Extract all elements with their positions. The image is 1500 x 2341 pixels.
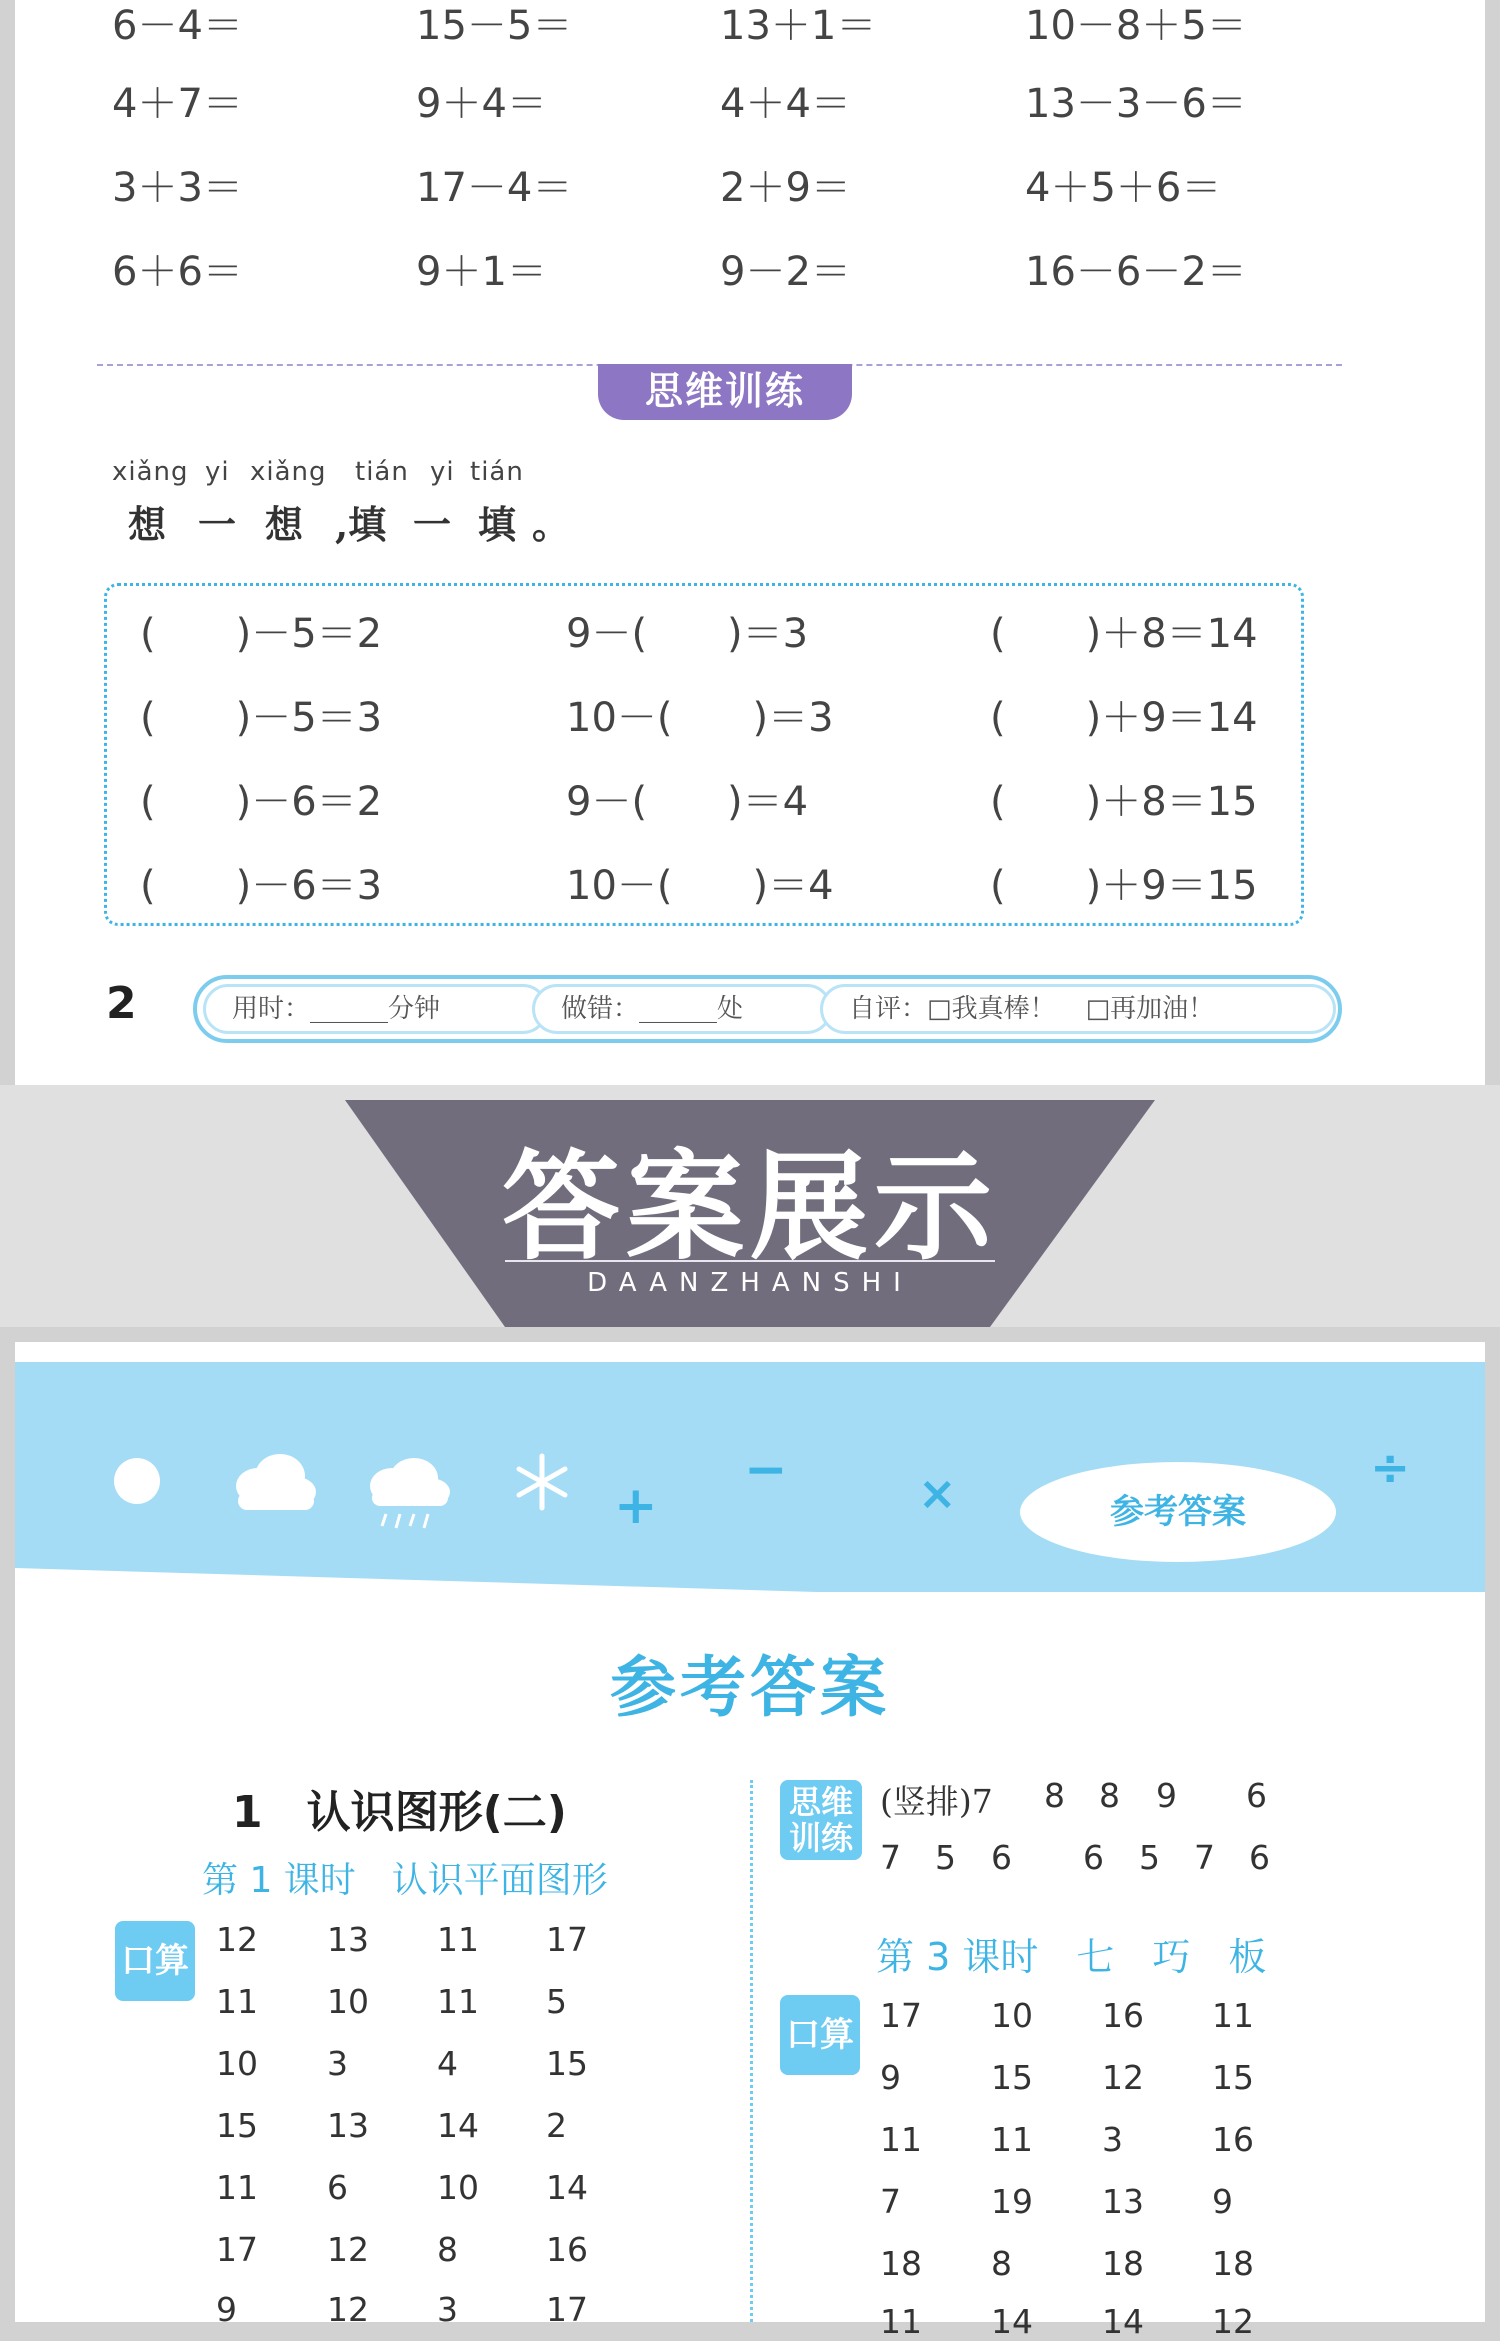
- answer-cell: 17: [216, 2230, 258, 2269]
- answer-cell: 8: [991, 2244, 1012, 2283]
- equation: 13＋1＝: [720, 3, 877, 49]
- answer-cell: 17: [546, 1920, 588, 1959]
- lesson-title-3: 第 3 课时 七 巧 板: [876, 1935, 1267, 1979]
- answer-cell: 10: [437, 2168, 479, 2207]
- answer-cell: 3: [1102, 2120, 1123, 2159]
- header-answer-pill: 参考答案: [1020, 1462, 1336, 1562]
- equation: 17－4＝: [416, 165, 573, 211]
- answer-cell: 8: [1044, 1776, 1065, 1815]
- pinyin: xiǎng: [112, 457, 189, 487]
- answer-cell: 6: [1246, 1776, 1267, 1815]
- pinyin: yi: [205, 457, 230, 487]
- fill-equation[interactable]: ( )＋8＝15: [990, 779, 1258, 825]
- hanzi: ,填: [335, 502, 387, 547]
- hanzi: 一: [198, 502, 237, 547]
- answer-cell: 16: [546, 2230, 588, 2269]
- answer-cell: 17: [880, 1996, 922, 2035]
- equation: 4＋5＋6＝: [1025, 165, 1222, 211]
- equation: 2＋9＝: [720, 165, 851, 211]
- banner-title: 答案展示: [501, 1138, 998, 1276]
- answer-cell: 13: [327, 2106, 369, 2145]
- equation: 6－4＝: [112, 3, 243, 49]
- answer-cell: 8: [437, 2230, 458, 2269]
- hanzi: 。: [532, 502, 571, 547]
- self-evaluation: [820, 984, 1336, 1034]
- answer-cell: 9: [1156, 1776, 1177, 1815]
- answer-cell: 10: [991, 1996, 1033, 2035]
- fill-equation[interactable]: 9－( )＝4: [566, 779, 809, 825]
- answer-cell: 12: [1212, 2302, 1254, 2341]
- answer-cell: 10: [327, 1982, 369, 2021]
- time-field[interactable]: 用时：______分钟: [203, 984, 548, 1034]
- answer-cell: 15: [216, 2106, 258, 2145]
- thinking-badge: 思维训练: [780, 1780, 862, 1860]
- minus-icon: −: [744, 1440, 788, 1500]
- equation: 13－3－6＝: [1025, 81, 1247, 127]
- answer-cell: 14: [1102, 2302, 1144, 2341]
- rain-cloud-icon: [362, 1456, 454, 1536]
- pinyin: xiǎng: [250, 457, 327, 487]
- answer-cell: 6: [1083, 1838, 1104, 1877]
- fill-equation[interactable]: ( )－6＝3: [140, 863, 383, 909]
- page-number: 2: [106, 978, 137, 1029]
- self-eval-label: 自评：: [849, 994, 928, 1024]
- equation: 4＋4＝: [720, 81, 851, 127]
- answer-cell: 12: [327, 2290, 369, 2329]
- equation: 6＋6＝: [112, 249, 243, 295]
- lesson-title: 第 1 课时 认识平面图形: [202, 1860, 608, 1901]
- answer-cell: 11: [437, 1982, 479, 2021]
- answer-cell: 15: [991, 2058, 1033, 2097]
- answer-cell: 11: [216, 1982, 258, 2021]
- hanzi: 一: [413, 502, 452, 547]
- fill-equation[interactable]: ( )＋8＝14: [990, 611, 1258, 657]
- equation: 9－2＝: [720, 249, 851, 295]
- answer-cell: (竖排)7: [880, 1782, 993, 1821]
- answer-cell: 15: [546, 2044, 588, 2083]
- pinyin: tián: [470, 457, 524, 487]
- answer-cell: 5: [1139, 1838, 1160, 1877]
- answer-cell: 19: [991, 2182, 1033, 2221]
- hanzi: 想: [265, 502, 304, 547]
- answer-cell: 6: [991, 1838, 1012, 1877]
- banner-subtitle: DAANZHANSHI: [587, 1268, 913, 1298]
- answer-cell: 5: [546, 1982, 567, 2021]
- answer-cell: 16: [1102, 1996, 1144, 2035]
- answer-cell: 3: [437, 2290, 458, 2329]
- answer-cell: 6: [327, 2168, 348, 2207]
- answer-cell: 11: [1212, 1996, 1254, 2035]
- answer-cell: 7: [1194, 1838, 1215, 1877]
- answer-cell: 7: [880, 2182, 901, 2221]
- hanzi: 想: [128, 502, 167, 547]
- unit-title: 1 认识图形(二): [232, 1787, 567, 1838]
- answer-cell: 11: [216, 2168, 258, 2207]
- answer-cell: 6: [1249, 1838, 1270, 1877]
- answer-cell: 18: [1212, 2244, 1254, 2283]
- answer-cell: 17: [546, 2290, 588, 2329]
- answer-cell: 8: [1099, 1776, 1120, 1815]
- cloud-icon: [228, 1448, 320, 1514]
- answer-cell: 13: [1102, 2182, 1144, 2221]
- answer-cell: 11: [880, 2302, 922, 2341]
- fill-equation[interactable]: ( )－5＝2: [140, 611, 383, 657]
- equation: 4＋7＝: [112, 81, 243, 127]
- answer-cell: 7: [880, 1838, 901, 1877]
- answer-cell: 12: [216, 1920, 258, 1959]
- mental-math-badge: 口算: [115, 1921, 195, 2001]
- mental-math-badge: 口算: [780, 1995, 860, 2075]
- answer-cell: 5: [935, 1838, 956, 1877]
- fill-equation[interactable]: ( )＋9＝15: [990, 863, 1258, 909]
- answer-cell: 11: [880, 2120, 922, 2159]
- answer-cell: 4: [437, 2044, 458, 2083]
- answer-cell: 14: [437, 2106, 479, 2145]
- answer-cell: 15: [1212, 2058, 1254, 2097]
- equation: 15－5＝: [416, 3, 573, 49]
- hanzi: 填: [478, 502, 517, 547]
- evaluation-bar: [193, 975, 1342, 1043]
- answer-cell: 16: [1212, 2120, 1254, 2159]
- answer-cell: 18: [880, 2244, 922, 2283]
- answer-cell: 9: [880, 2058, 901, 2097]
- fill-equation[interactable]: ( )－5＝3: [140, 695, 383, 741]
- errors-field[interactable]: 做错：______处: [532, 984, 832, 1034]
- fill-equation[interactable]: 10－( )＝3: [566, 695, 834, 741]
- section-tab-thinking: 思维训练: [598, 364, 852, 420]
- answer-cell: 9: [1212, 2182, 1233, 2221]
- answer-cell: 2: [546, 2106, 567, 2145]
- sun-icon: [112, 1456, 162, 1506]
- equation: 16－6－2＝: [1025, 249, 1247, 295]
- equation: 9＋1＝: [416, 249, 547, 295]
- pinyin: tián: [355, 457, 409, 487]
- answer-cell: 14: [546, 2168, 588, 2207]
- option-try-more-checkbox[interactable]: □再加油！: [1085, 994, 1215, 1024]
- equation: 3＋3＝: [112, 165, 243, 211]
- answer-cell: 13: [327, 1920, 369, 1959]
- answer-cell: 11: [437, 1920, 479, 1959]
- answer-cell: 12: [327, 2230, 369, 2269]
- answer-cell: 3: [327, 2044, 348, 2083]
- answer-cell: 9: [216, 2290, 237, 2329]
- answer-cell: 12: [1102, 2058, 1144, 2097]
- answer-cell: 14: [991, 2302, 1033, 2341]
- times-icon: ×: [918, 1466, 957, 1520]
- answers-page-title: 参考答案: [610, 1649, 890, 1726]
- fill-equation[interactable]: ( )－6＝2: [140, 779, 383, 825]
- option-great-checkbox[interactable]: □我真棒！: [927, 994, 1056, 1024]
- column-divider: [750, 1780, 753, 2322]
- snowflake-icon: [512, 1452, 572, 1512]
- fill-equation[interactable]: ( )＋9＝14: [990, 695, 1258, 741]
- answer-cell: 10: [216, 2044, 258, 2083]
- equation: 9＋4＝: [416, 81, 547, 127]
- answer-cell: 18: [1102, 2244, 1144, 2283]
- equation: 10－8＋5＝: [1025, 3, 1247, 49]
- pinyin: yi: [430, 457, 455, 487]
- plus-icon: +: [614, 1476, 658, 1536]
- answer-cell: 11: [991, 2120, 1033, 2159]
- fill-equation[interactable]: 10－( )＝4: [566, 863, 834, 909]
- banner-underline: [505, 1260, 995, 1262]
- fill-equation[interactable]: 9－( )＝3: [566, 611, 809, 657]
- divide-icon: ÷: [1370, 1440, 1411, 1496]
